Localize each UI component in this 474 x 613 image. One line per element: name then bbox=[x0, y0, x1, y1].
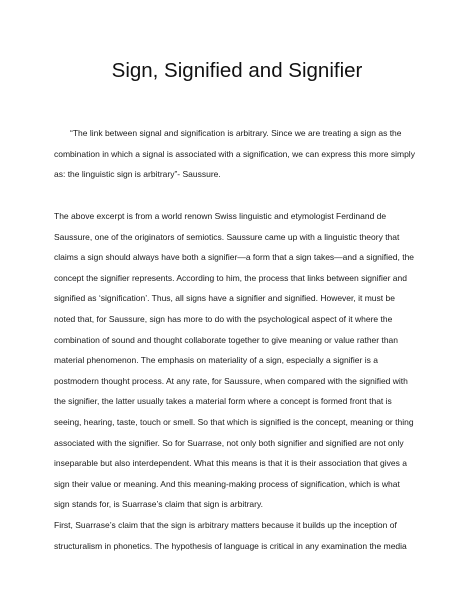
text-line: inseparable but also interdependent. What this means is that it is their association that gives a bbox=[54, 458, 407, 469]
text-line: the signifier, the latter usually takes a material form where a concept is formed front that is bbox=[54, 396, 392, 407]
text-line: signified as ‘signification’. Thus, all signs have a signifier and signified. However, it must be bbox=[54, 293, 395, 304]
body-paragraph bbox=[54, 515, 426, 556]
text-line: The above excerpt is from a world renown Swiss linguistic and etymologist Ferdinand de bbox=[54, 211, 387, 221]
text-line: seeing, hearing, taste, touch or smell. So that which is signified is the concept, meaning or thing bbox=[54, 416, 414, 427]
text-line: Saussure, one of the originators of semiotics. Saussure came up with a linguistic theory that bbox=[54, 231, 400, 242]
text-line: associated with the signifier. So for Suarrase, not only both signifier and signified are not only bbox=[54, 437, 404, 448]
text-line: structuralism in phonetics. The hypothesis of language is critical in any examination the media bbox=[54, 540, 407, 551]
text-line: sign stands for, is Suarrase’s claim that sign is arbitrary. bbox=[54, 499, 263, 510]
text-line: combination of sound and thought collaborate together to give meaning or value rather than bbox=[54, 334, 399, 345]
text-line: postmodern thought process. At any rate, for Saussure, when compared with the signified with bbox=[54, 375, 408, 386]
body-paragraph bbox=[54, 206, 426, 515]
text-line: combination in which a signal is associated with a signification, we can express this more simply bbox=[54, 148, 415, 159]
text-line: as: the linguistic sign is arbitrary”- Saussure. bbox=[54, 169, 221, 180]
text-line: material phenomenon. The emphasis on materiality of a sign, especially a signifier is a bbox=[54, 355, 378, 366]
text-line: sign their value or meaning. And this meaning-making process of signification, which is what bbox=[54, 478, 400, 489]
text-line: “The link between signal and signification is arbitrary. Since we are treating a sign as the bbox=[70, 128, 402, 138]
text-line: First, Suarrase’s claim that the sign is arbitrary matters because it builds up the inception of bbox=[54, 520, 397, 530]
text-line: claims a sign should always have both a signifier—a form that a sign takes—and a signified, the bbox=[54, 252, 415, 263]
quote-paragraph bbox=[54, 123, 426, 185]
text-line: noted that, for Saussure, sign has more to do with the psychological aspect of it where the bbox=[54, 313, 393, 324]
text-line: concept the signifier represents. According to him, the process that links between signifier and bbox=[54, 272, 407, 283]
page-title: Sign, Signified and Signifier bbox=[111, 59, 363, 82]
